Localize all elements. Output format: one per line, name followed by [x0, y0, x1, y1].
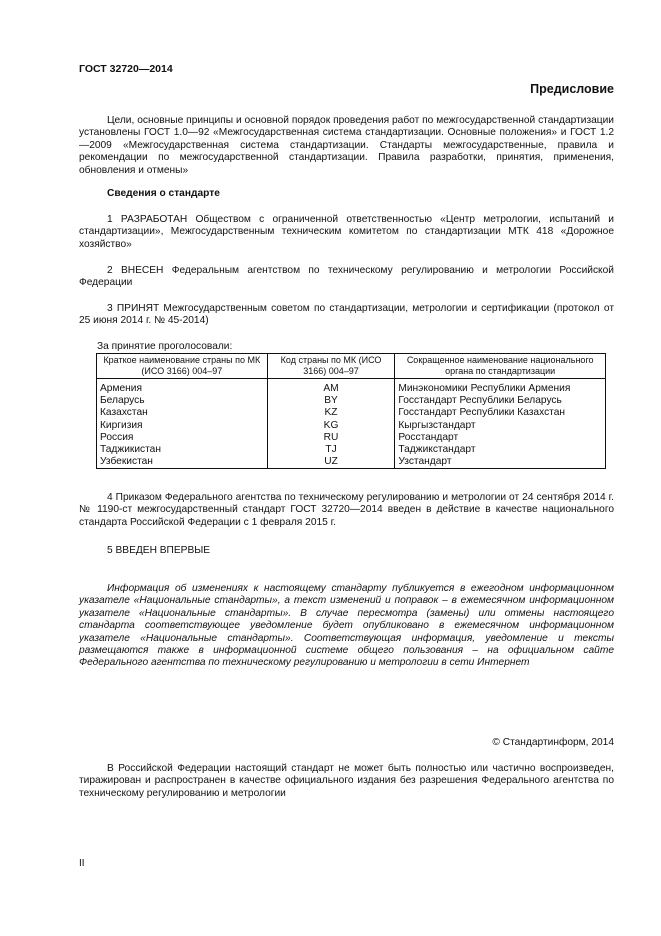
code-cell: KG	[267, 420, 395, 432]
body-cell: Росстандарт	[395, 432, 606, 444]
table-row	[97, 395, 606, 407]
section-heading: Сведения о стандарте	[107, 188, 220, 199]
header-body: Сокращенное наименование национального органа по стандартизации	[395, 354, 606, 379]
reproduction-notice: В Российской Федерации настоящий стандарт не может быть полностью или частично воспроизведен, тиражирован и распространен в качестве официального издания без разрешения Федерального агентства по техническому регулированию и метрологии	[79, 763, 614, 799]
document-code: ГОСТ 32720—2014	[79, 63, 173, 75]
item-introduced: 5 ВВЕДЕН ВПЕРВЫЕ	[107, 545, 211, 556]
country-cell: Узбекистан	[97, 456, 268, 469]
body-cell: Узстандарт	[395, 456, 606, 469]
intro-paragraph: Цели, основные принципы и основной порядок проведения работ по межгосударственной стандартизации установлены ГОСТ 1.0—92 «Межгосударственная система стандартизации. Основные положения» и ГОСТ 1.2—2009 «Межгосударственная система стандартизации. Стандарты межгосударственные, правила и рекомендации по межгосударственной стандартизации. Правила разработки, принятия, применения, обновления и отмены»	[79, 115, 614, 176]
body-cell: Таджикстандарт	[395, 444, 606, 456]
info-notice: Информация об изменениях к настоящему стандарту публикуется в ежегодном информационном указателе «Национальные стандарты», а текст изменений и поправок – в ежемесячном информационном указателе «Национальные стандарты». В случае пересмотра (замены) или отмены настоящего стандарта соответствующее уведомление будет опубликовано в ежемесячном информационном указателе «Национальные стандарты». Соответствующая информация, уведомление и тексты размещаются также в информационной системе общего пользования – на официальном сайте Федерального агентства по техническому регулированию и метрологии в сети Интернет	[79, 583, 614, 669]
country-cell: Армения	[97, 379, 268, 396]
code-cell: UZ	[267, 456, 395, 469]
item-adopted: 3 ПРИНЯТ Межгосударственным советом по стандартизации, метрологии и сертификации (протокол от 25 июня 2014 г. № 45-2014)	[79, 303, 614, 327]
table-header-row	[97, 354, 606, 379]
page-number: II	[79, 858, 85, 869]
item-order: 4 Приказом Федерального агентства по техническому регулированию и метрологии от 24 сентября 2014 г. № 1190-ст межгосударственный стандарт ГОСТ 32720—2014 введен в действие в качестве национального стандарта Российской Федерации с 1 февраля 2015 г.	[79, 492, 614, 528]
item-developed: 1 РАЗРАБОТАН Обществом с ограниченной ответственностью «Центр метрологии, испытаний и стандартизации», Межгосударственным техническим комитетом по стандартизации МТК 418 «Дорожное хозяйство»	[79, 214, 614, 250]
body-cell: Минэкономики Республики Армения	[395, 379, 606, 396]
body-cell: Госстандарт Республики Казахстан	[395, 407, 606, 419]
code-cell: RU	[267, 432, 395, 444]
voted-label: За принятие проголосовали:	[97, 341, 233, 352]
body-cell: Госстандарт Республики Беларусь	[395, 395, 606, 407]
country-cell: Россия	[97, 432, 268, 444]
country-cell: Киргизия	[97, 420, 268, 432]
table-row	[97, 420, 606, 432]
table-row	[97, 379, 606, 396]
voting-table	[96, 353, 606, 469]
country-cell: Таджикистан	[97, 444, 268, 456]
table-row	[97, 432, 606, 444]
page-title: Предисловие	[530, 82, 614, 96]
item-submitted: 2 ВНЕСЕН Федеральным агентством по техническому регулированию и метрологии Российской Федерации	[79, 265, 614, 289]
copyright: © Стандартинформ, 2014	[492, 737, 614, 748]
code-cell: TJ	[267, 444, 395, 456]
code-cell: AM	[267, 379, 395, 396]
code-cell: BY	[267, 395, 395, 407]
country-cell: Беларусь	[97, 395, 268, 407]
header-code: Код страны по МК (ИСО 3166) 004–97	[267, 354, 395, 379]
body-cell: Кыргызстандарт	[395, 420, 606, 432]
table-row	[97, 444, 606, 456]
table-row	[97, 456, 606, 469]
country-cell: Казахстан	[97, 407, 268, 419]
code-cell: KZ	[267, 407, 395, 419]
header-country: Краткое наименование страны по МК (ИСО 3166) 004–97	[97, 354, 268, 379]
table-row	[97, 407, 606, 419]
